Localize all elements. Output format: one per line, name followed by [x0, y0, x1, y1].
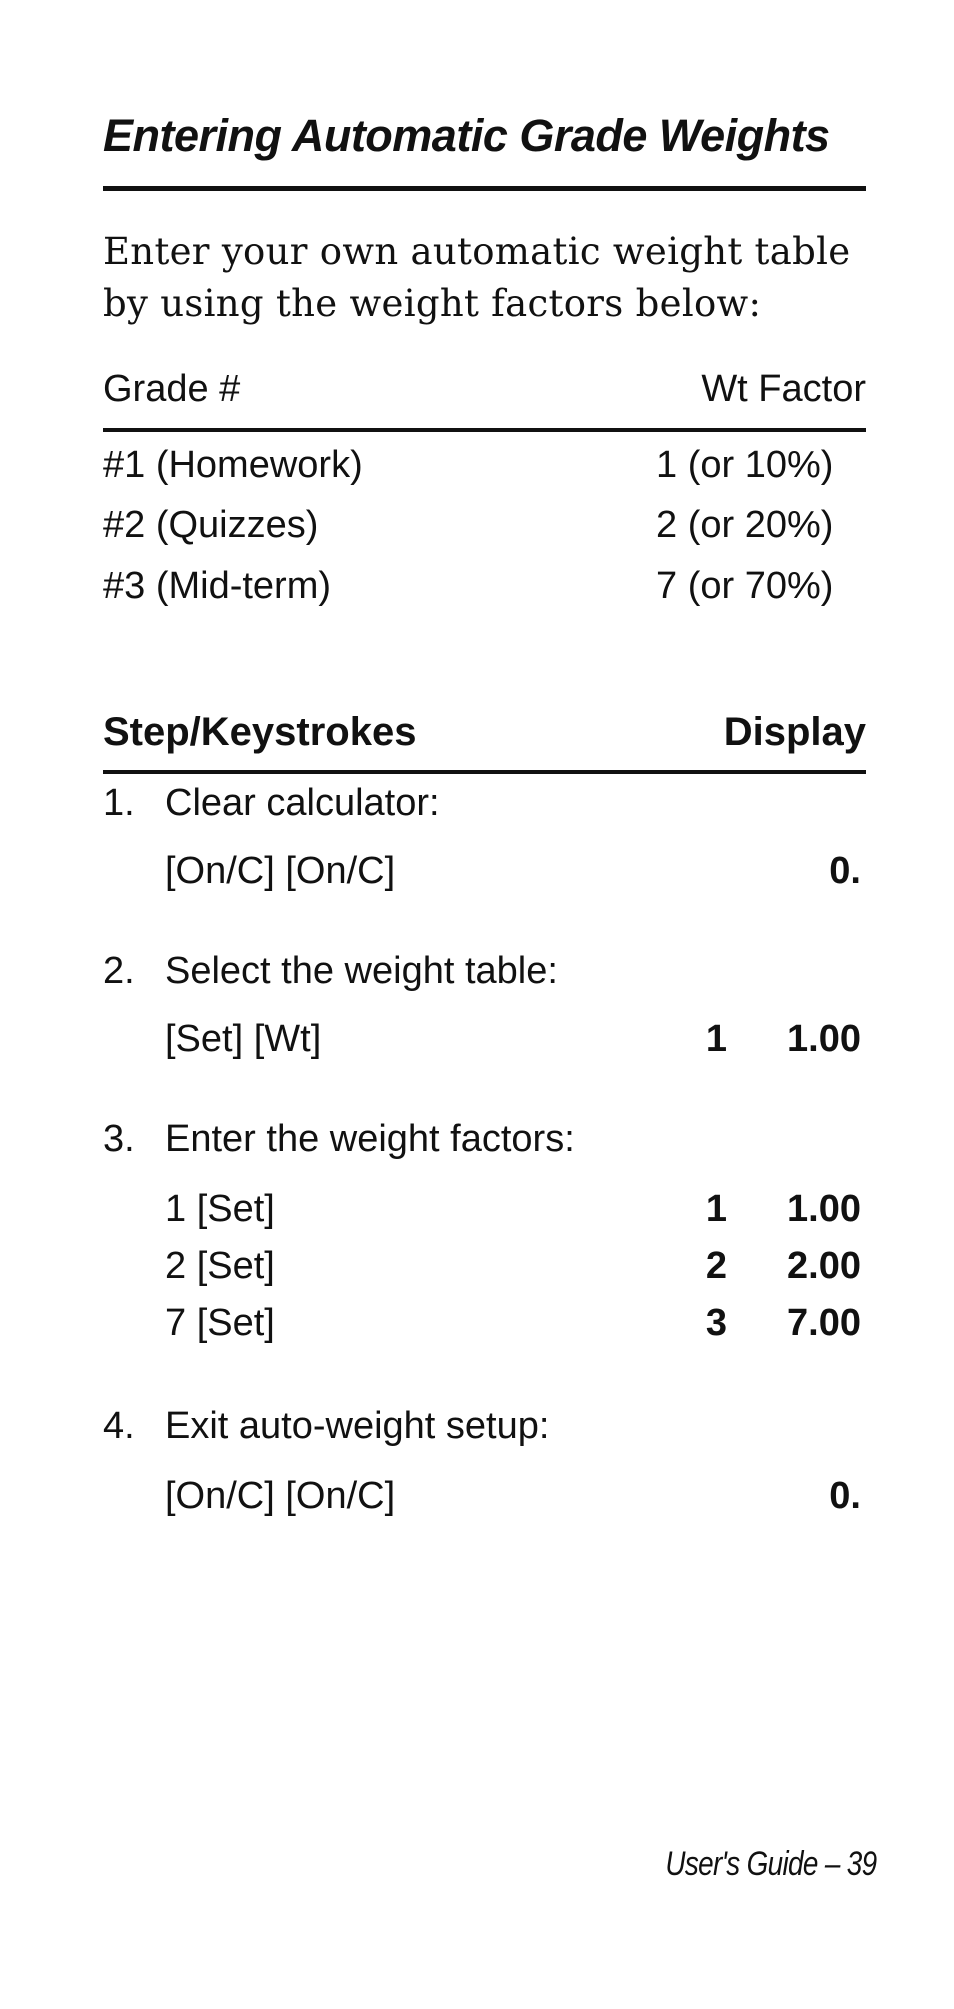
keystroke: [On/C] [On/C]: [165, 850, 396, 892]
step-column-header: Step/Keystrokes: [103, 710, 417, 754]
grade-name: #3 (Mid-term): [103, 565, 332, 607]
display-register: 3: [705, 1302, 727, 1344]
step-text: Clear calculator:: [165, 782, 440, 824]
display-value: 0.: [829, 850, 861, 892]
page-footer: User's Guide – 39: [664, 1845, 876, 1883]
grade-row: [103, 565, 866, 611]
display-register: 1: [705, 1188, 727, 1230]
keystroke-row: [165, 1245, 865, 1293]
grade-row: [103, 444, 866, 490]
keystroke: 7 [Set]: [165, 1302, 275, 1344]
steps-table-rule: [103, 770, 866, 774]
page-title: Entering Automatic Grade Weights: [103, 110, 830, 161]
title-rule: [103, 186, 866, 191]
steps-table-header: [103, 710, 866, 756]
keystroke-row: [165, 1302, 865, 1350]
grade-factor: 2 (or 20%): [656, 504, 834, 546]
display-value: 1.00: [787, 1018, 861, 1060]
display-value: 2.00: [787, 1245, 861, 1287]
keystroke-row: [165, 850, 865, 898]
display-value: 0.: [829, 1475, 861, 1517]
keystroke-row: [165, 1188, 865, 1236]
grade-name: #2 (Quizzes): [103, 504, 319, 546]
grade-factor: 7 (or 70%): [656, 565, 834, 607]
factor-column-header: Wt Factor: [701, 368, 866, 410]
keystroke: 1 [Set]: [165, 1188, 275, 1230]
step-number: 4.: [103, 1405, 135, 1447]
step-number: 2.: [103, 950, 135, 992]
keystroke-row: [165, 1018, 865, 1066]
keystroke: 2 [Set]: [165, 1245, 275, 1287]
grade-name: #1 (Homework): [103, 444, 363, 486]
display-value: 7.00: [787, 1302, 861, 1344]
display-register: 1: [705, 1018, 727, 1060]
grade-row: [103, 504, 866, 550]
step-text: Enter the weight factors:: [165, 1118, 575, 1160]
step-number: 1.: [103, 782, 135, 824]
display-register: 2: [705, 1245, 727, 1287]
display-value: 1.00: [787, 1188, 861, 1230]
keystroke: [Set] [Wt]: [165, 1018, 322, 1060]
grade-column-header: Grade #: [103, 368, 241, 410]
grade-table-rule: [103, 428, 866, 432]
grade-factor: 1 (or 10%): [656, 444, 834, 486]
keystroke-row: [165, 1475, 865, 1523]
keystroke: [On/C] [On/C]: [165, 1475, 396, 1517]
step-text: Select the weight table:: [165, 950, 558, 992]
step-number: 3.: [103, 1118, 135, 1160]
display-column-header: Display: [723, 710, 866, 754]
step-text: Exit auto-weight setup:: [165, 1405, 550, 1447]
grade-table-header: [103, 368, 866, 414]
intro-paragraph: Enter your own automatic weight table by using the weight factors below:: [103, 230, 851, 325]
